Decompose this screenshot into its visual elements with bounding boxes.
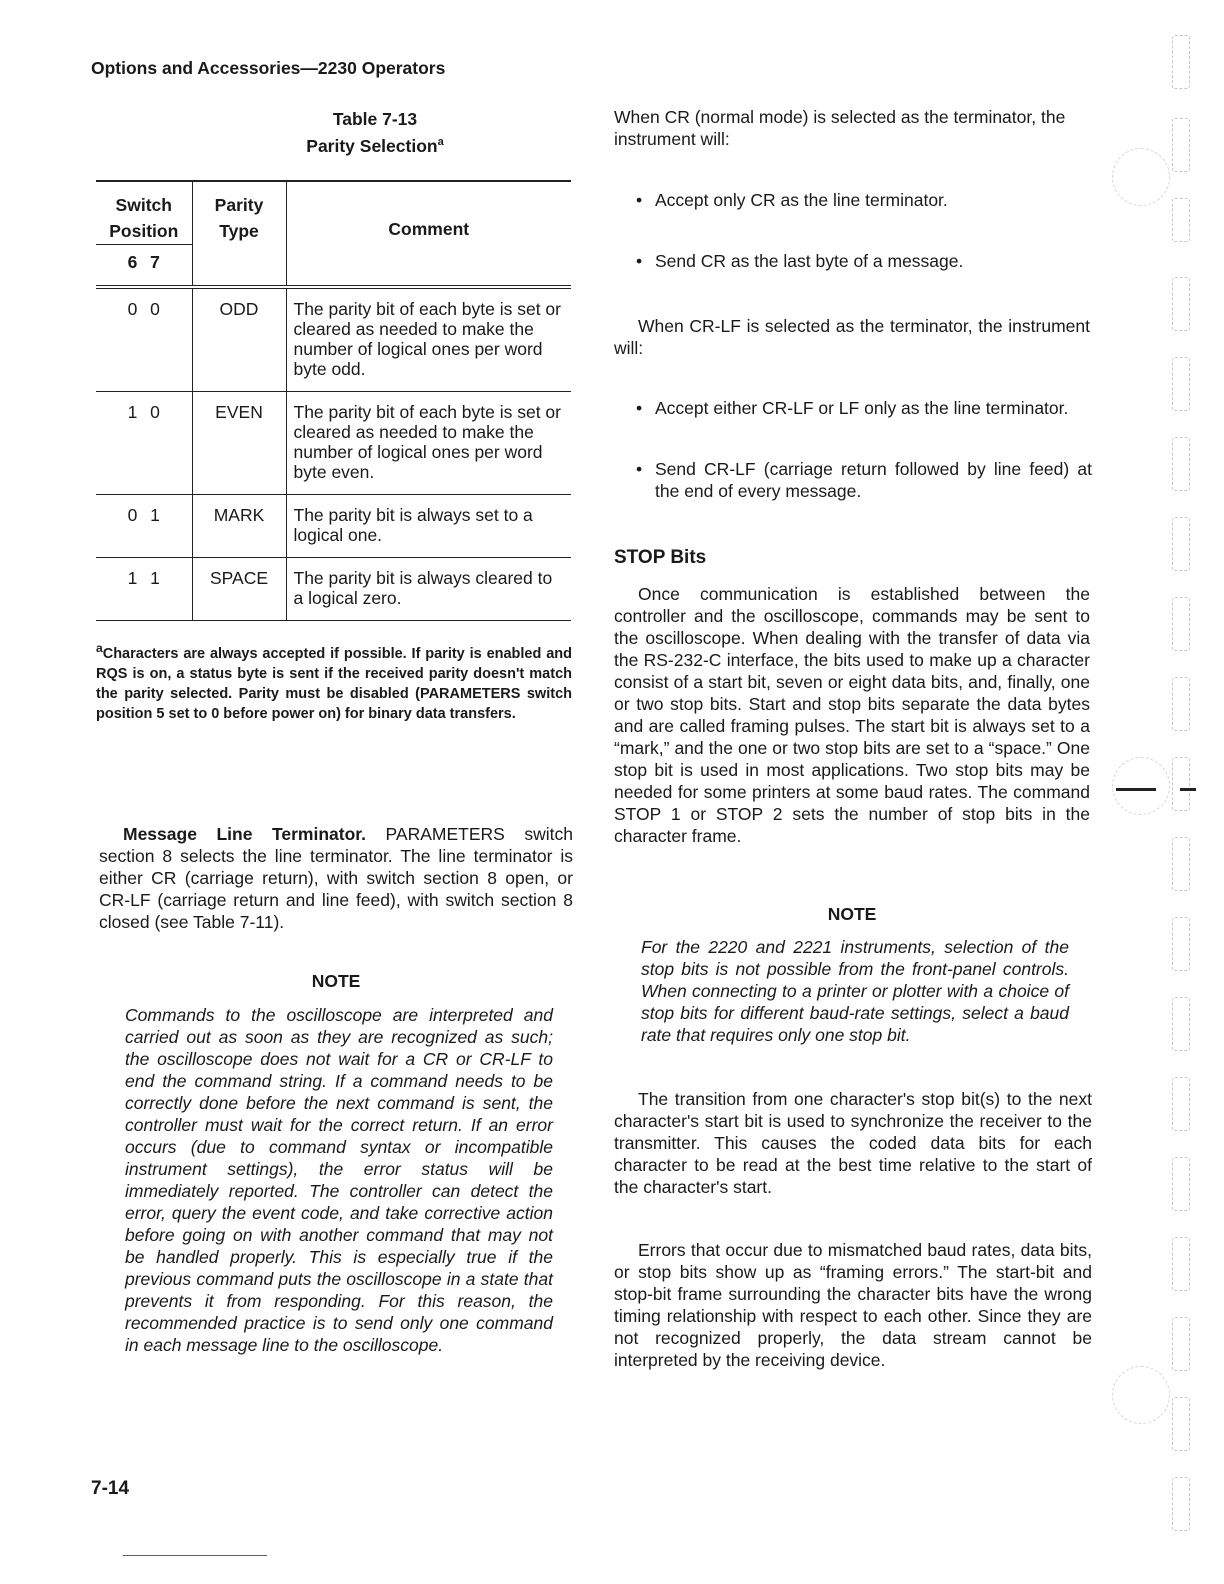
header-switch-position: Switch Position xyxy=(109,195,179,241)
terminator-paragraph: Message Line Terminator. PARAMETERS switch section 8 selects the line terminator. The line terminator is either CR (carriage return), with switch section 8 open, or CR-LF (carriage return and line feed), with switch section 8 closed (see Table 7-11). xyxy=(99,824,573,932)
binding-hole xyxy=(1172,1077,1190,1131)
binding-hole xyxy=(1172,1317,1190,1371)
running-header: Options and Accessories—2230 Operators xyxy=(91,58,446,78)
binding-hole xyxy=(1172,437,1190,491)
binding-hole xyxy=(1172,1477,1190,1531)
punch-circle xyxy=(1112,1366,1170,1424)
transition-paragraph: The transition from one character's stop bit(s) to the next character's start bit is used to synchronize the receiver to the transmitter. This causes the coded data bits for each character to be read at the best time relative to the start of the character's start. xyxy=(614,1089,1092,1197)
binding-hole xyxy=(1172,917,1190,971)
bullet-glyph: • xyxy=(636,459,643,479)
note-heading: NOTE xyxy=(827,904,877,924)
table-caption xyxy=(250,108,500,158)
table-row: 1 1 SPACE The parity bit is always cleared to a logical zero. xyxy=(96,558,571,621)
parity-table xyxy=(96,180,571,621)
binding-hole xyxy=(1172,837,1190,891)
note-body: For the 2220 and 2221 instruments, selection of the stop bits is not possible from the front-panel controls. When connecting to a printer or plotter with a choice of stop bits for different baud-rate settings, select a baud rate that requires only one stop bit. xyxy=(641,937,1069,1045)
header-parity-type: Parity Type xyxy=(192,181,286,279)
list-item: • Accept either CR-LF or LF only as the line terminator. xyxy=(636,398,1069,418)
footnote-ref: a xyxy=(437,136,444,148)
table-row: 0 0 ODD The parity bit of each byte is set or cleared as needed to make the number of logical ones per word byte odd. xyxy=(96,287,571,392)
bullet-glyph: • xyxy=(636,398,643,418)
table-number: Table 7-13 xyxy=(332,109,418,129)
binding-hole xyxy=(1172,357,1190,411)
punch-circle xyxy=(1112,148,1170,206)
section-tab-mark xyxy=(1180,788,1196,791)
binding-hole xyxy=(1172,517,1190,571)
crlf-intro: When CR-LF is selected as the terminator, the instrument will: xyxy=(614,316,1090,358)
terminator-lead: Message Line Terminator. xyxy=(123,824,366,844)
binding-hole xyxy=(1172,1237,1190,1291)
list-item: • Accept only CR as the line terminator. xyxy=(636,190,948,210)
punch-circle xyxy=(1112,757,1170,815)
table-row: 0 1 MARK The parity bit is always set to a logical one. xyxy=(96,495,571,558)
bullet-glyph: • xyxy=(636,190,643,210)
scan-artifact-line xyxy=(123,1555,267,1556)
binding-hole xyxy=(1172,1157,1190,1211)
section-tab-mark xyxy=(1116,788,1156,791)
binding-hole xyxy=(1172,677,1190,731)
footnote-mark: a xyxy=(96,641,103,655)
header-comment: Comment xyxy=(286,181,571,279)
note-heading: NOTE xyxy=(311,971,361,991)
binding-hole xyxy=(1172,997,1190,1051)
table-title: Parity Selection$^a$ xyxy=(306,135,444,156)
page-number: 7-14 xyxy=(91,1478,130,1499)
list-item: • Send CR as the last byte of a message. xyxy=(636,251,964,271)
header-switch-bits: 6 7 xyxy=(96,245,192,280)
table-footnote: $^a$Characters are always accepted if possible. If parity is enabled and RQS is on, a status byte is sent if the received parity doesn't match the parity selected. Parity must be disabled (PARAMETERS switch position 5 set to 0 before power on) for binary data transfers. xyxy=(96,641,572,722)
stop-bits-paragraph: Once communication is established between the controller and the oscilloscope, commands may be sent to the oscilloscope. When dealing with the transfer of data via the RS-232-C interface, the bits used to make up a character consist of a start bit, seven or eight data bits, and, finally, one or two stop bits. Start and stop bits separate the data bytes and are called framing pulses. The start bit is always set to a “mark,” and the one or two stop bits are set to a “space.” One stop bit is used in most applications. Two stop bits may be needed for some printers at some baud rates. The command STOP 1 or STOP 2 sets the number of stop bits in the character frame. xyxy=(614,584,1090,846)
bullet-glyph: • xyxy=(636,251,643,271)
cr-intro: When CR (normal mode) is selected as the terminator, the instrument will: xyxy=(614,107,1066,149)
errors-paragraph: Errors that occur due to mismatched baud rates, data bits, or stop bits show up as “framing errors.” The start-bit and stop-bit frame surrounding the character bits have the wrong timing relationship with respect to each other. Since they are not recognized properly, the data stream cannot be interpreted by the receiving device. xyxy=(614,1240,1092,1370)
binding-hole xyxy=(1172,35,1190,89)
binding-hole xyxy=(1172,757,1190,811)
note-body: Commands to the oscilloscope are interpreted and carried out as soon as they are recognized as such; the oscilloscope does not wait for a CR or CR-LF to end the command string. If a command needs to be correctly done before the next command is sent, the controller must wait for the correct return. If an error occurs (due to command syntax or incompatible instrument settings), the error status will be immediately reported. The controller can detect the error, query the event code, and take corrective action before going on with another command that may not be handled properly. This is especially true if the previous command puts the oscilloscope in a state that prevents it from responding. For this reason, the recommended practice is to send only one command in each message line to the oscilloscope. xyxy=(125,1005,553,1355)
section-heading-stop-bits: STOP Bits xyxy=(614,547,707,568)
list-item: • Send CR-LF (carriage return followed by line feed) at the end of every message. xyxy=(636,459,1092,501)
table-row: 1 0 EVEN The parity bit of each byte is set or cleared as needed to make the number of logical ones per word byte even. xyxy=(96,392,571,495)
binding-hole xyxy=(1172,597,1190,651)
binding-hole xyxy=(1172,277,1190,331)
binding-hole xyxy=(1172,198,1190,242)
binding-hole xyxy=(1172,1397,1190,1451)
binding-hole xyxy=(1172,118,1190,172)
